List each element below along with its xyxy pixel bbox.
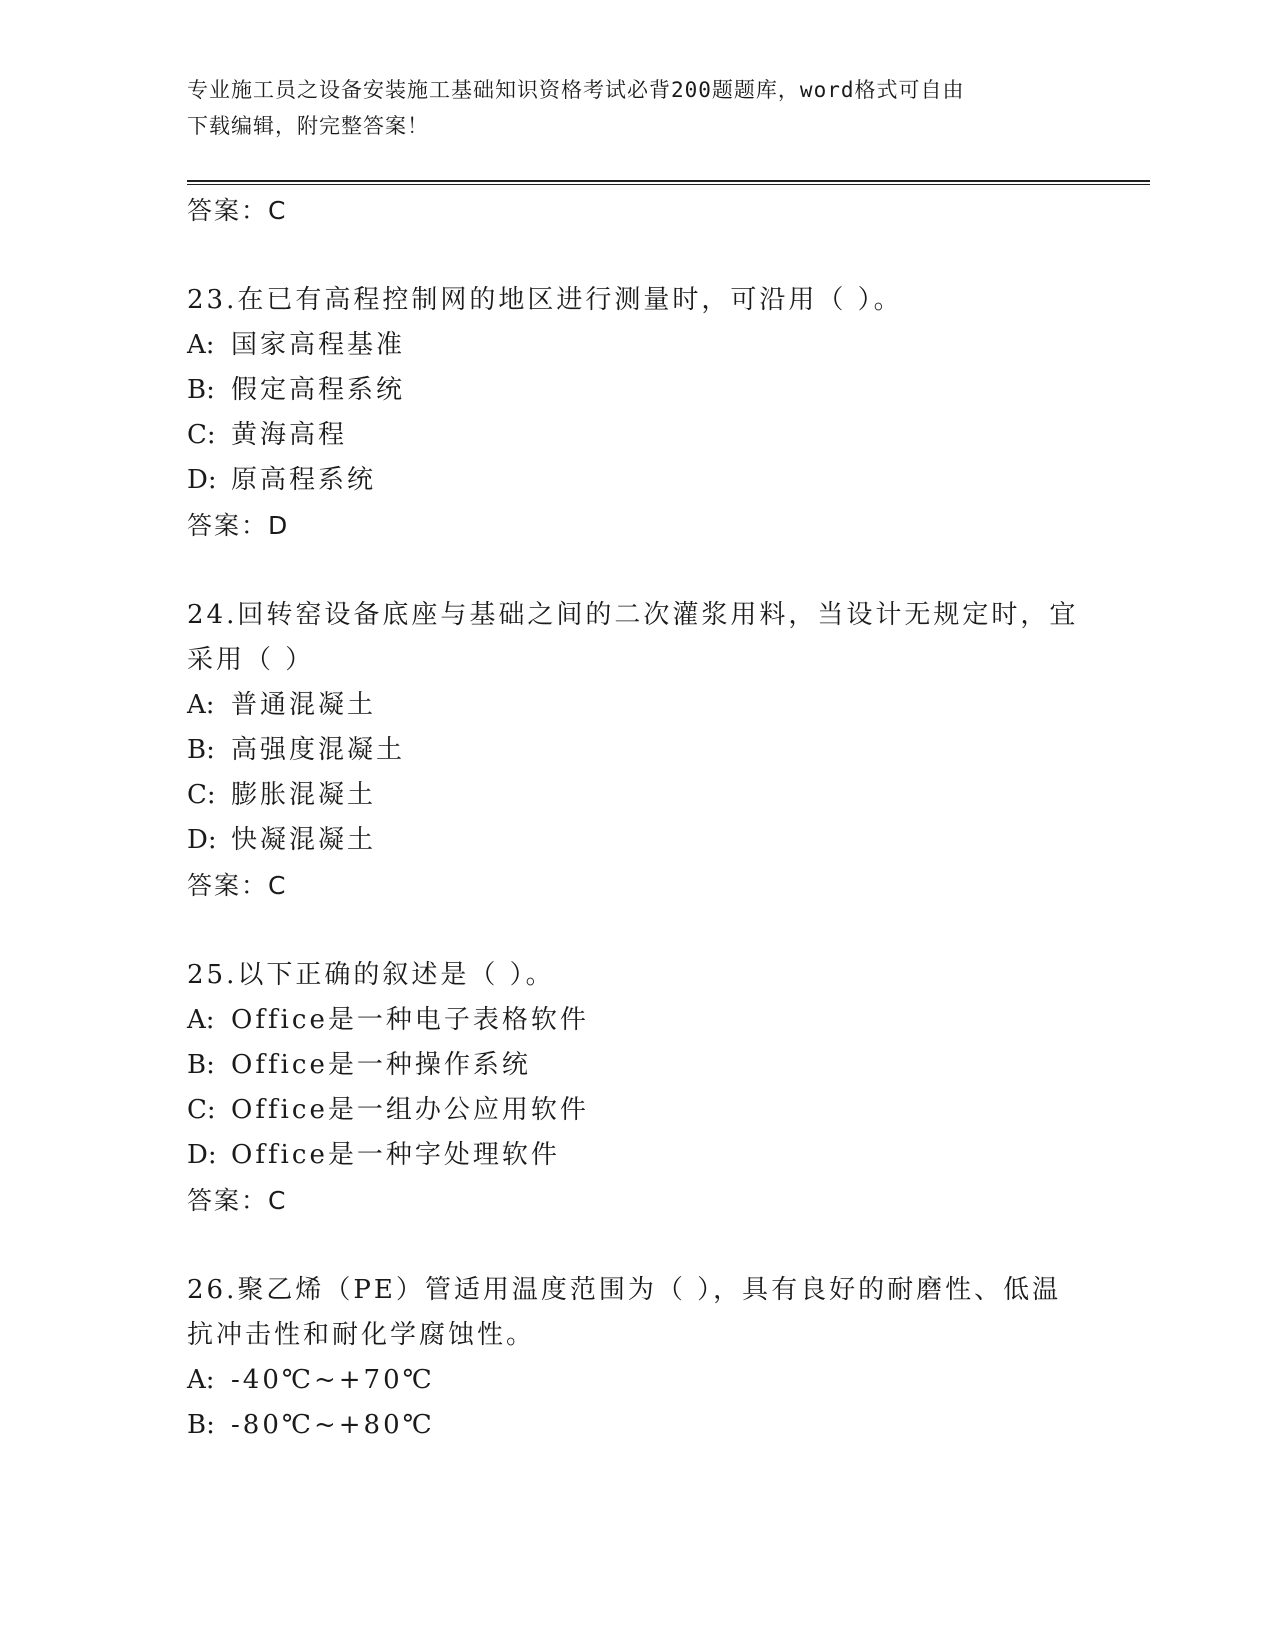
option-key: B:: [187, 1050, 215, 1080]
question-item: [187, 593, 1087, 909]
question-stem-line: 抗冲击性和耐化学腐蚀性。: [187, 1320, 536, 1350]
question-stem: [187, 593, 1087, 683]
answer-line: [187, 863, 1087, 909]
option-key: A:: [187, 330, 215, 360]
option-key: B:: [187, 375, 215, 405]
option-key: C:: [187, 780, 216, 810]
answer-value: C: [268, 871, 287, 900]
option-text: Office是一种电子表格软件: [231, 1005, 589, 1035]
option-c: [187, 413, 1087, 458]
answer-label: 答案：: [187, 1186, 269, 1215]
option-a: [187, 683, 1087, 728]
header-line-2: 下载编辑，附完整答案！: [187, 114, 429, 138]
answer-label: 答案：: [187, 871, 269, 900]
option-key: D:: [187, 1140, 217, 1170]
option-key: B:: [187, 735, 215, 765]
option-text: 假定高程系统: [231, 375, 406, 405]
answer-label: 答案：: [187, 511, 269, 540]
question-item: [187, 278, 1087, 549]
answer-value: C: [268, 196, 287, 225]
header-line-1: 专业施工员之设备安装施工基础知识资格考试必背200题题库，word格式可自由: [187, 78, 965, 102]
option-text: 普通混凝土: [231, 690, 377, 720]
option-b: [187, 728, 1087, 773]
option-text: 膨胀混凝土: [231, 780, 377, 810]
option-text: Office是一组办公应用软件: [231, 1095, 589, 1125]
question-stem-line: 23.在已有高程控制网的地区进行测量时，可沿用（ ）。: [187, 285, 903, 315]
option-b: [187, 1403, 1087, 1448]
option-text: 国家高程基准: [231, 330, 406, 360]
option-d: [187, 818, 1087, 863]
answer-line: [187, 1178, 1087, 1224]
question-stem-line: 24.回转窑设备底座与基础之间的二次灌浆用料，当设计无规定时，宜: [187, 600, 1079, 630]
option-c: [187, 1088, 1087, 1133]
answer-line: [187, 188, 1087, 234]
question-stem: [187, 278, 1087, 323]
option-b: [187, 368, 1087, 413]
option-text: 高强度混凝土: [231, 735, 406, 765]
option-text: 原高程系统: [231, 465, 377, 495]
question-stem-line: 26.聚乙烯（PE）管适用温度范围为（ ），具有良好的耐磨性、低温: [187, 1275, 1062, 1305]
document-header: [187, 72, 1087, 144]
option-key: B:: [187, 1410, 215, 1440]
option-text: 黄海高程: [231, 420, 348, 450]
answer-value: D: [268, 511, 289, 540]
option-d: [187, 1133, 1087, 1178]
option-d: [187, 458, 1087, 503]
question-stem: [187, 953, 1087, 998]
answer-value: C: [268, 1186, 287, 1215]
answer-line: [187, 503, 1087, 549]
option-key: C:: [187, 1095, 216, 1125]
option-key: D:: [187, 825, 217, 855]
option-key: A:: [187, 1365, 215, 1395]
header-divider: [187, 180, 1150, 185]
option-key: C:: [187, 420, 216, 450]
option-text: Office是一种操作系统: [231, 1050, 531, 1080]
question-item: [187, 1268, 1087, 1448]
option-c: [187, 773, 1087, 818]
option-key: D:: [187, 465, 217, 495]
option-key: A:: [187, 1005, 215, 1035]
option-b: [187, 1043, 1087, 1088]
answer-label: 答案：: [187, 196, 269, 225]
option-text: -80℃~+80℃: [231, 1410, 435, 1440]
question-stem: [187, 1268, 1087, 1358]
question-stem-line: 采用（ ）: [187, 645, 315, 675]
option-text: -40℃~+70℃: [231, 1365, 435, 1395]
option-text: Office是一种字处理软件: [231, 1140, 560, 1170]
question-item: [187, 953, 1087, 1224]
option-a: [187, 323, 1087, 368]
option-a: [187, 1358, 1087, 1403]
question-list: [187, 188, 1087, 1448]
option-text: 快凝混凝土: [231, 825, 377, 855]
option-key: A:: [187, 690, 215, 720]
question-stem-line: 25.以下正确的叙述是（ ）。: [187, 960, 555, 990]
option-a: [187, 998, 1087, 1043]
